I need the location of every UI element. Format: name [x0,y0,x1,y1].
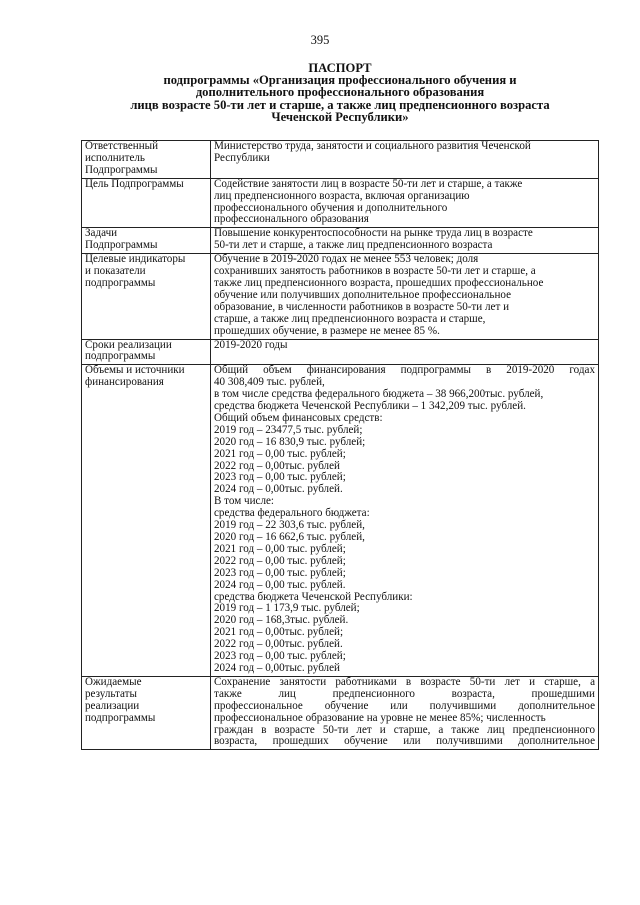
row-value-line: 2021 год – 0,00тыс. рублей; [214,626,344,639]
table-row [82,365,599,677]
row-label-line: Подпрограммы [85,239,158,252]
row-label-line: Подпрограммы [85,163,158,176]
row-label-cell [82,676,211,749]
row-label-line: подпрограммы [85,711,156,724]
row-value-line: 2020 год – 16 830,9 тыс. рублей; [214,435,366,448]
row-value-line: профессионального образования [214,213,369,226]
row-value-line: в том числе средства федерального бюджета – 38 966,200тыс. рублей, [214,388,544,401]
row-value-cell [211,676,599,749]
row-label-cell [82,365,211,677]
row-value-line: 2021 год – 0,00 тыс. рублей; [214,542,346,555]
row-label-cell [82,254,211,339]
row-value-line: 2020 год – 16 662,6 тыс. рублей, [214,531,365,543]
page-number: 395 [310,33,330,47]
title-line: Чеченской Республики» [271,109,409,124]
row-value-line: 2020 год – 168,3тыс. рублей. [214,614,349,627]
row-label-line: Сроки реализации [85,338,172,351]
row-value-line: профессиональное обучение или получившими дополнительное [214,699,595,712]
document-title [70,62,610,123]
row-label-cell [82,339,211,365]
row-value-line: 2024 год – 0,00 тыс. рублей. [214,578,346,591]
row-value-line: 2023 год – 0,00 тыс. рублей; [214,650,346,663]
row-value-line: также лиц предпенсионного возраста, прошедших профессиональное [214,276,544,289]
row-value-cell [211,365,599,677]
row-value-line: образование, в численности работников в возрасте 50-ти лет и [214,300,510,313]
row-value-line: Республики [214,151,270,164]
row-label-line: и показатели [85,265,146,278]
row-value-line: 2019 год – 23477,5 тыс. рублей; [214,423,363,436]
row-value-line: 2024 год – 0,00тыс. рублей. [214,483,343,496]
row-value-cell [211,339,599,365]
row-value-cell [211,254,599,339]
row-value-cell [211,141,599,179]
row-label-line: Задачи [85,227,118,240]
row-value-line: Общий объем финансирования подпрограммы в 2019-2020 годах [214,364,595,377]
row-value-line: также лиц предпенсионного возраста, прошедшими [214,687,595,700]
title-line: лицв возрасте 50-ти лет и старше, а также лиц предпенсионного возраста [130,97,550,112]
row-value-line: возраста, прошедших обучение или получившими дополнительное [214,735,595,748]
passport-table-body [82,141,599,750]
title-line: дополнительного профессионального образования [195,85,485,100]
row-label-line: подпрограммы [85,350,156,363]
table-row [82,676,599,749]
row-label-line: Цель Подпрограммы [85,177,184,190]
row-value-line: Общий объем финансовых средств: [214,411,383,424]
row-value-line: 2022 год – 0,00 тыс. рублей; [214,554,346,567]
row-label-cell [82,141,211,179]
row-value-line: 2021 год – 0,00 тыс. рублей; [214,447,346,460]
row-label-line: Ожидаемые [85,675,142,688]
row-label-line: исполнитель [85,151,145,164]
row-value-line: лиц предпенсионного возраста, включая организацию [214,189,470,202]
row-value-line: 2023 год – 0,00 тыс. рублей; [214,566,346,579]
title-line: подпрограммы «Организация профессионального обучения и [163,73,517,88]
row-value-line: 50-ти лет и старше, а также лиц предпенсионного возраста [214,239,493,252]
row-label-cell [82,178,211,228]
row-value-line: 2022 год – 0,00тыс. рублей [214,459,340,472]
table-row [82,141,599,179]
row-value-line: 2019 год – 22 303,6 тыс. рублей, [214,519,365,532]
row-label-line: реализации [85,699,140,712]
row-value-line: 2019 год – 1 173,9 тыс. рублей; [214,602,360,615]
row-value-line: В том числе: [214,495,274,508]
row-value-line: 2024 год – 0,00тыс. рублей [214,661,340,674]
row-value-line: Обучение в 2019-2020 годах не менее 553 человек; доля [214,253,479,266]
row-label-line: Объемы и источники [85,364,185,377]
row-label-cell [82,228,211,254]
row-value-line: 40 308,409 тыс. рублей, [214,376,325,389]
row-value-line: 2019-2020 годы [214,338,288,351]
row-value-line: Сохранение занятости работниками в возрасте 50-ти лет и старше, а [214,675,595,688]
row-value-line: средства бюджета Чеченской Республики – 1 342,209 тыс. рублей. [214,400,526,413]
title-line: ПАСПОРТ [308,61,372,75]
row-value-line: 2023 год – 0,00 тыс. рублей; [214,471,346,484]
row-value-line: старше, а также лиц предпенсионного возраста и старше, [214,312,486,325]
row-value-line: средства федерального бюджета: [214,507,370,520]
row-label-line: финансирования [85,376,164,389]
row-value-line: средства бюджета Чеченской Республики: [214,590,413,603]
table-row [82,178,599,228]
row-value-line: 2022 год – 0,00тыс. рублей. [214,638,343,651]
row-value-line: профессионального обучения и дополнительного [214,201,448,214]
row-value-line: прошедших обучение, в размере не менее 85 %. [214,324,440,337]
row-value-line: Министерство труда, занятости и социального развития Чеченской [214,140,531,152]
row-value-line: сохранивших занятость работников в возрасте 50-ти лет и старше, а [214,265,536,278]
row-value-line: Содействие занятости лиц в возрасте 50-ти лет и старше, а также [214,177,523,190]
row-label-line: Ответственный [85,140,159,152]
row-label-line: подпрограммы [85,276,156,289]
table-row [82,339,599,365]
passport-table [81,140,599,750]
row-value-line: Повышение конкурентоспособности на рынке труда лиц в возрасте [214,227,533,240]
table-row [82,228,599,254]
row-value-line: профессиональное образование на уровне не менее 85%; численность [214,711,546,724]
row-value-cell [211,178,599,228]
row-value-line: обучение или получивших дополнительное профессиональное [214,288,512,301]
row-label-line: Целевые индикаторы [85,253,186,266]
table-row [82,254,599,339]
row-value-line: граждан в возрасте 50-ти лет и старше, а также лиц предпенсионного [214,723,595,736]
row-label-line: результаты [85,687,137,700]
row-value-cell [211,228,599,254]
